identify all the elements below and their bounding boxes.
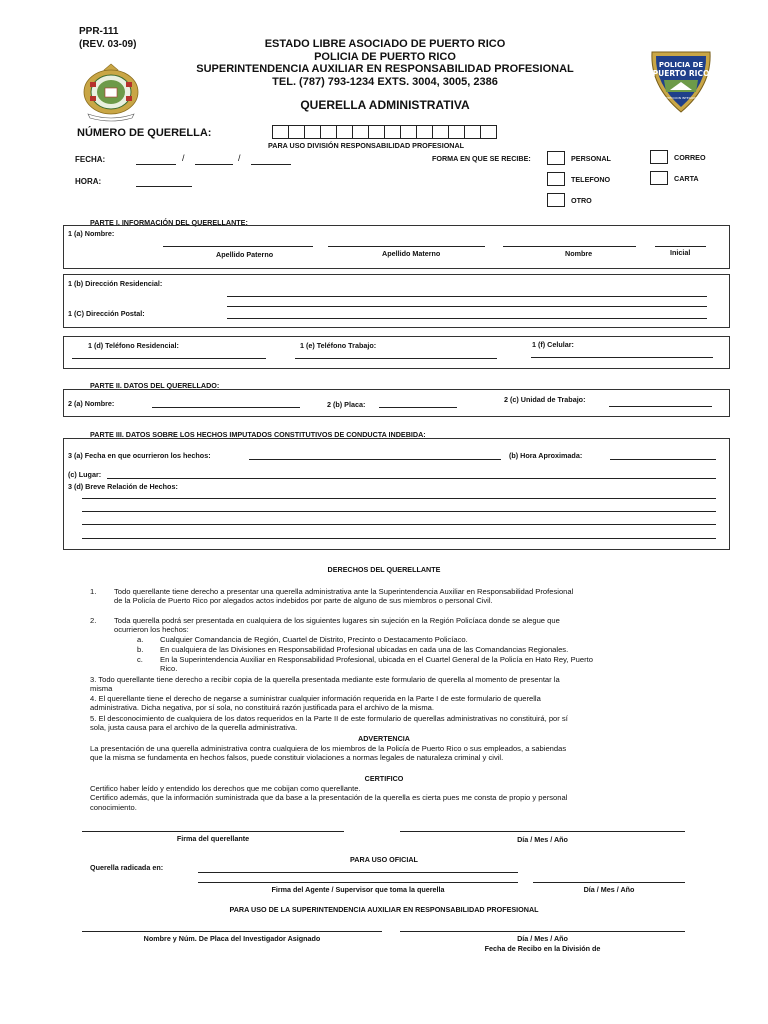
sub-c-text bbox=[160, 655, 720, 674]
direccion-residencial-field-2[interactable] bbox=[227, 306, 707, 307]
digit-box[interactable] bbox=[432, 125, 449, 139]
advertencia-line-1: La presentación de una querella administrativa contra cualquiera de los miembros de la Policía de Puerto Rico o sus empleados, a sabiendas bbox=[90, 744, 567, 753]
hora-aproximada-label: (b) Hora Aproximada: bbox=[509, 451, 583, 460]
form-revision: (REV. 03-09) bbox=[79, 39, 137, 50]
fecha-day-field[interactable] bbox=[136, 164, 176, 165]
derecho-1-number: 1. bbox=[90, 587, 97, 596]
hora-field[interactable] bbox=[136, 186, 192, 187]
otro-label: OTRO bbox=[571, 196, 592, 205]
personal-label: PERSONAL bbox=[571, 154, 611, 163]
derecho-3-line-2: misma bbox=[90, 684, 113, 694]
derecho-5-line-2: sola, justa causa para el archivo de la querella administrativa. bbox=[90, 723, 298, 733]
derecho-3 bbox=[90, 675, 720, 694]
digit-box[interactable] bbox=[288, 125, 305, 139]
numero-querella-label: NÚMERO DE QUERELLA: bbox=[77, 127, 212, 139]
telefono-trabajo-label: 1 (e) Teléfono Trabajo: bbox=[300, 341, 377, 350]
fecha-label: FECHA: bbox=[75, 155, 106, 164]
parte1-nombre-box bbox=[63, 225, 730, 269]
derecho-2-line-2: ocurrieron los hechos: bbox=[114, 625, 189, 635]
correo-label: CORREO bbox=[674, 153, 706, 162]
relacion-hechos-line[interactable] bbox=[82, 524, 716, 525]
advertencia-heading: ADVERTENCIA bbox=[358, 734, 410, 743]
header-line-1: ESTADO LIBRE ASOCIADO DE PUERTO RICO bbox=[264, 38, 506, 50]
sub-c-line-1: En la Superintendencia Auxiliar en Responsabilidad Profesional, ubicada en el Cuartel General de la Policía en Hato Rey, Puerto bbox=[160, 655, 593, 664]
parte2-heading: PARTE II. DATOS DEL QUERELLADO: bbox=[90, 381, 220, 390]
fecha-agente-field[interactable] bbox=[533, 882, 685, 883]
direccion-residencial-label: 1 (b) Dirección Residencial: bbox=[68, 279, 163, 288]
sub-a-marker: a. bbox=[137, 635, 144, 644]
form-title: QUERELLA ADMINISTRATIVA bbox=[300, 98, 470, 112]
digit-box[interactable] bbox=[400, 125, 417, 139]
digit-box[interactable] bbox=[320, 125, 337, 139]
sub-b-text: En cualquiera de las Divisiones en Responsabilidad Profesional ubicadas en cada una de las Comandancias Regionales. bbox=[160, 645, 569, 654]
fecha-year-field[interactable] bbox=[251, 164, 291, 165]
firma-querellante-caption: Firma del querellante bbox=[176, 834, 250, 843]
apellido-materno-caption: Apellido Materno bbox=[382, 249, 441, 258]
header-line-4: TEL. (787) 793-1234 EXTS. 3004, 3005, 2386 bbox=[272, 75, 498, 88]
derecho-4-line-1: 4. El querellante tiene el derecho de negarse a suministrar cualquier información requerida en la Parte I de este formulario de querella bbox=[90, 694, 541, 703]
sub-c-line-2: Rico. bbox=[160, 664, 178, 674]
direccion-residencial-field[interactable] bbox=[227, 296, 707, 297]
digit-box[interactable] bbox=[368, 125, 385, 139]
digit-box[interactable] bbox=[464, 125, 481, 139]
telefono-label: TELEFONO bbox=[571, 175, 611, 184]
telefono-trabajo-field[interactable] bbox=[295, 358, 497, 359]
querellado-nombre-field[interactable] bbox=[152, 407, 300, 408]
relacion-hechos-line[interactable] bbox=[82, 538, 716, 539]
certifico-text bbox=[90, 784, 720, 812]
inicial-field[interactable] bbox=[655, 246, 706, 247]
certifico-heading: CERTIFICO bbox=[364, 774, 404, 783]
nombre-caption: Nombre bbox=[565, 249, 593, 258]
header-line-3: SUPERINTENDENCIA AUXILIAR EN RESPONSABILIDAD PROFESIONAL bbox=[196, 63, 574, 75]
carta-label: CARTA bbox=[674, 174, 699, 183]
investigador-field[interactable] bbox=[82, 931, 382, 932]
placa-field[interactable] bbox=[379, 407, 457, 408]
fecha-hechos-field[interactable] bbox=[249, 459, 501, 460]
carta-checkbox[interactable] bbox=[650, 171, 668, 185]
advertencia-text bbox=[90, 744, 720, 763]
hora-aproximada-field[interactable] bbox=[610, 459, 716, 460]
relacion-hechos-line[interactable] bbox=[82, 511, 716, 512]
digit-box[interactable] bbox=[384, 125, 401, 139]
derecho-2 bbox=[114, 616, 714, 635]
derecho-1-line-2: de la Policía de Puerto Rico por alegados actos indebidos por parte de alguno de sus miembros o personal Civil. bbox=[114, 596, 493, 606]
form-code: PPR-111 bbox=[79, 26, 119, 37]
inicial-caption: Inicial bbox=[670, 248, 691, 257]
advertencia-line-2: que la misma se fundamenta en hechos falsos, puede constituir violaciones a normas legales de naturaleza criminal y civil. bbox=[90, 753, 504, 763]
certifico-line-1: Certifico haber leído y entendido los derechos que me cobijan como querellante. bbox=[90, 784, 361, 793]
investigador-caption: Nombre y Núm. De Placa del Investigador Asignado bbox=[143, 934, 321, 943]
apellido-materno-field[interactable] bbox=[328, 246, 485, 247]
digit-box[interactable] bbox=[480, 125, 497, 139]
fecha-querellante-field[interactable] bbox=[400, 831, 685, 832]
apellido-paterno-caption: Apellido Paterno bbox=[216, 250, 274, 259]
fecha-recibo-field[interactable] bbox=[400, 931, 685, 932]
digit-box[interactable] bbox=[304, 125, 321, 139]
telefono-residencial-field[interactable] bbox=[72, 358, 266, 359]
sub-b-marker: b. bbox=[137, 645, 144, 654]
correo-checkbox[interactable] bbox=[650, 150, 668, 164]
placa-label: 2 (b) Placa: bbox=[327, 400, 366, 409]
unidad-trabajo-field[interactable] bbox=[609, 406, 712, 407]
fecha-agente-caption: Día / Mes / Año bbox=[583, 885, 635, 894]
direccion-postal-label: 1 (C) Dirección Postal: bbox=[68, 309, 145, 318]
certifico-line-2: Certifico además, que la información suministrada que da base a la presentación de la querella es cierta pues me consta de propio y personal bbox=[90, 793, 568, 803]
personal-checkbox[interactable] bbox=[547, 151, 565, 165]
telefono-residencial-label: 1 (d) Teléfono Residencial: bbox=[88, 341, 179, 350]
fecha-separator: / bbox=[238, 153, 241, 163]
sub-c-marker: c. bbox=[137, 655, 143, 664]
firma-agente-field[interactable] bbox=[198, 882, 518, 883]
police-badge-icon bbox=[646, 46, 716, 116]
derecho-2-line-1: Toda querella podrá ser presentada en cualquiera de los siguientes lugares sin sujeción en la Región Policíaca donde se alegue que bbox=[114, 616, 560, 625]
sub-a-text: Cualquier Comandancia de Región, Cuartel de Distrito, Precinto o Destacamento Policíaco. bbox=[160, 635, 468, 644]
derecho-4-line-2: administrativa. Dicha negativa, por sí sola, no constituirá razón justificada para el archivo de la misma. bbox=[90, 703, 434, 713]
digit-box[interactable] bbox=[272, 125, 289, 139]
direccion-postal-field[interactable] bbox=[227, 318, 707, 319]
otro-checkbox[interactable] bbox=[547, 193, 565, 207]
querellado-nombre-label: 2 (a) Nombre: bbox=[68, 399, 115, 408]
uso-superintendencia-heading: PARA USO DE LA SUPERINTENDENCIA AUXILIAR EN RESPONSABILIDAD PROFESIONAL bbox=[229, 905, 539, 914]
querella-radicada-field[interactable] bbox=[198, 872, 518, 873]
lugar-field[interactable] bbox=[107, 478, 716, 479]
header-line-2: POLICIA DE PUERTO RICO bbox=[314, 50, 456, 63]
digit-box[interactable] bbox=[336, 125, 353, 139]
nombre-field[interactable] bbox=[503, 246, 636, 247]
digit-box[interactable] bbox=[416, 125, 433, 139]
digit-box[interactable] bbox=[448, 125, 465, 139]
puerto-rico-coat-of-arms-icon bbox=[74, 58, 148, 124]
derecho-2-number: 2. bbox=[90, 616, 97, 625]
parte1-direccion-box bbox=[63, 274, 730, 328]
fecha-month-field[interactable] bbox=[195, 164, 233, 165]
derechos-heading: DERECHOS DEL QUERELLANTE bbox=[327, 565, 441, 574]
relacion-hechos-label: 3 (d) Breve Relación de Hechos: bbox=[68, 482, 178, 491]
derecho-5-line-1: 5. El desconocimiento de cualquiera de los datos requeridos en la Parte II de este formulario de querellas administrativas no constituirá, por sí bbox=[90, 714, 568, 723]
uso-oficial-heading: PARA USO OFICIAL bbox=[350, 855, 418, 864]
parte3-heading: PARTE III. DATOS SOBRE LOS HECHOS IMPUTADOS CONSTITUTIVOS DE CONDUCTA INDEBIDA: bbox=[90, 430, 426, 439]
hora-label: HORA: bbox=[75, 177, 102, 186]
fecha-separator: / bbox=[182, 153, 185, 163]
fecha-recibo-caption-2: Fecha de Recibo en la División de bbox=[484, 944, 601, 953]
firma-querellante-field[interactable] bbox=[82, 831, 344, 832]
derecho-1-line-1: Todo querellante tiene derecho a presentar una querella administrativa ante la Superintendencia Auxiliar en Responsabilidad Profesional bbox=[114, 587, 574, 596]
celular-label: 1 (f) Celular: bbox=[532, 340, 574, 349]
derecho-5 bbox=[90, 714, 720, 733]
derecho-3-line-1: 3. Todo querellante tiene derecho a recibir copia de la querella presentada mediante este formulario de querella al momento de presentar la bbox=[90, 675, 560, 684]
derecho-1 bbox=[114, 587, 714, 606]
numero-querella-boxes[interactable] bbox=[272, 125, 496, 139]
fecha-hechos-label: 3 (a) Fecha en que ocurrieron los hechos: bbox=[68, 451, 211, 460]
apellido-paterno-field[interactable] bbox=[163, 246, 313, 247]
certifico-line-3: conocimiento. bbox=[90, 802, 137, 812]
celular-field[interactable] bbox=[531, 357, 713, 358]
badge-sub-text: PROTECCION INTEGRIDAD bbox=[661, 96, 701, 100]
badge-top-text: POLICIA DE bbox=[658, 61, 704, 69]
telefono-checkbox[interactable] bbox=[547, 172, 565, 186]
parte1-heading: PARTE I. INFORMACIÓN DEL QUERELLANTE: bbox=[90, 218, 248, 227]
fecha-querellante-caption: Día / Mes / Año bbox=[517, 835, 568, 844]
header-block bbox=[190, 38, 580, 88]
firma-agente-caption: Firma del Agente / Supervisor que toma la querella bbox=[271, 885, 445, 894]
relacion-hechos-line[interactable] bbox=[82, 498, 716, 499]
fecha-recibo-caption-1: Día / Mes / Año bbox=[517, 934, 568, 943]
parte2-box bbox=[63, 389, 730, 417]
numero-querella-note: PARA USO DIVISIÓN RESPONSABILIDAD PROFESIONAL bbox=[268, 141, 465, 150]
badge-main-text: PUERTO RICO bbox=[652, 69, 710, 78]
querella-radicada-label: Querella radicada en: bbox=[90, 863, 164, 872]
digit-box[interactable] bbox=[352, 125, 369, 139]
derecho-4 bbox=[90, 694, 720, 713]
unidad-trabajo-label: 2 (c) Unidad de Trabajo: bbox=[504, 395, 586, 404]
nombre-label: 1 (a) Nombre: bbox=[68, 229, 115, 238]
lugar-label: (c) Lugar: bbox=[68, 470, 102, 479]
forma-recibe-label: FORMA EN QUE SE RECIBE: bbox=[432, 154, 531, 163]
